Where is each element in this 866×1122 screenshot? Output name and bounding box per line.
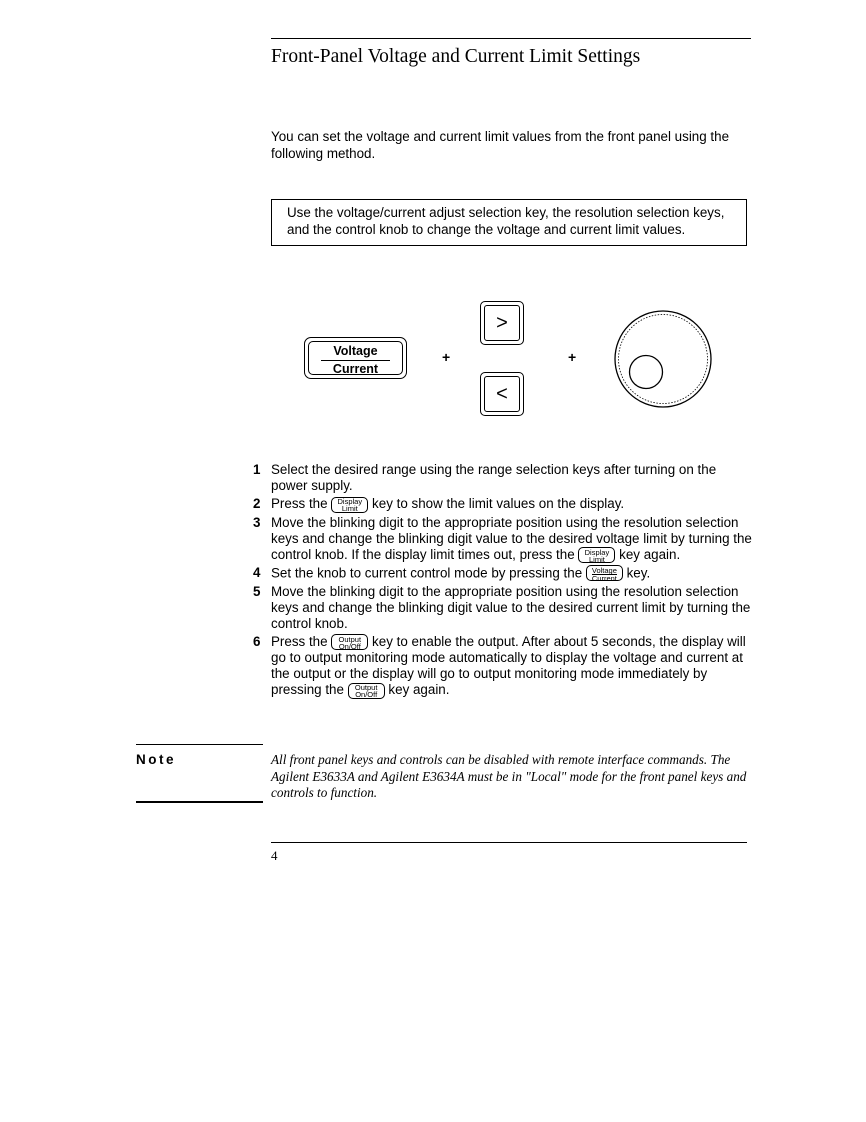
footer-rule <box>271 842 747 843</box>
resolution-right-key <box>480 301 524 345</box>
plus-sign-left: + <box>442 349 451 365</box>
step-text: Move the blinking digit to the appropriate position using the resolution selection keys and change the blinking digit value to the desired voltage limit by turning the control knob. If the display limit times out, press the Display Limit key again. <box>271 514 752 564</box>
resolution-left-key <box>480 372 524 416</box>
step-1 <box>253 462 753 494</box>
step-number: 1 <box>253 462 261 477</box>
step-number: 4 <box>253 565 261 580</box>
step-number: 3 <box>253 514 261 530</box>
control-knob-icon <box>612 308 714 410</box>
step-2 <box>253 496 753 513</box>
step-text: Move the blinking digit to the appropriate position using the resolution selection keys and change the blinking digit value to the desired current limit by turning the control knob. <box>271 583 751 631</box>
step-text: Press the Display Limit key to show the limit values on the display. <box>271 496 625 513</box>
voltage-current-key-icon: Voltage Current <box>586 565 623 581</box>
step-number: 2 <box>253 496 261 511</box>
plus-sign-right: + <box>568 349 577 365</box>
current-label: Current <box>332 362 379 376</box>
left-arrow-icon: < <box>484 376 520 412</box>
step-6 <box>253 634 753 699</box>
step-number: 5 <box>253 583 261 599</box>
step-text: Set the knob to current control mode by pressing the Voltage Current key. <box>271 565 651 583</box>
header-rule <box>271 38 751 39</box>
note-top-rule <box>136 744 263 745</box>
display-limit-key-icon: Display Limit <box>331 497 368 513</box>
voltage-label: Voltage <box>333 344 378 358</box>
procedure-steps <box>253 462 753 701</box>
output-onoff-key-icon: Output On/Off <box>331 634 368 650</box>
note-label: Note <box>136 752 176 767</box>
display-limit-key-icon: Display Limit <box>578 547 615 563</box>
note-text: All front panel keys and controls can be disabled with remote interface commands. The Agilent E3633A and Agilent E3634A must be in "Local" mode for the front panel keys and controls to function. <box>271 752 747 800</box>
page-number: 4 <box>271 848 278 863</box>
step-5 <box>253 584 753 632</box>
key-divider <box>321 360 390 361</box>
step-4 <box>253 565 753 582</box>
procedure-callout: Use the voltage/current adjust selection key, the resolution selection keys, and the control knob to change the voltage and current limit values. <box>271 199 747 246</box>
step-number: 6 <box>253 633 261 649</box>
step-3 <box>253 515 753 564</box>
right-arrow-icon: > <box>484 305 520 341</box>
intro-paragraph: You can set the voltage and current limit values from the front panel using the following method. <box>271 129 730 161</box>
step-text: Press the Output On/Off key to enable the output. After about 5 seconds, the display will go to output monitoring mode automatically to display the voltage and current at the output or the display will go to output monitoring mode immediately by pressing the Output On/Off key again. <box>271 633 746 699</box>
output-onoff-key-icon: Output On/Off <box>348 683 385 699</box>
step-text: Select the desired range using the range selection keys after turning on the power supply. <box>271 462 717 493</box>
page-title: Front-Panel Voltage and Current Limit Settings <box>271 46 641 67</box>
voltage-current-key <box>304 337 407 379</box>
note-bottom-rule <box>136 801 263 803</box>
